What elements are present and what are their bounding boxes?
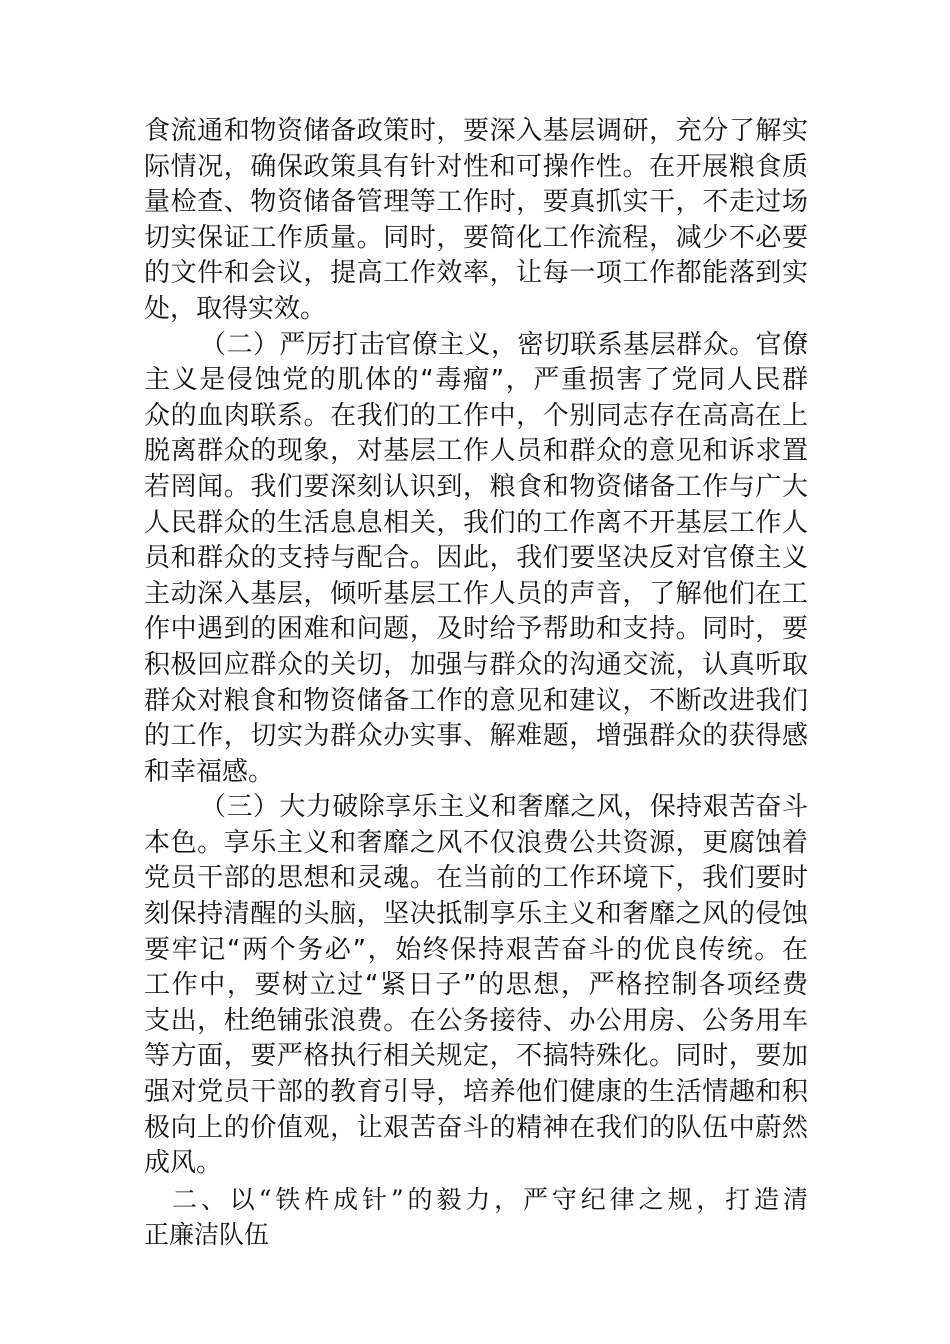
text-line: 支出，杜绝铺张浪费。在公务接待、办公用房、公务用车 [144,1005,808,1036]
text-line: 要牢记“两个务必”，始终保持艰苦奋斗的优良传统。在 [144,934,808,965]
text-line: （三）大力破除享乐主义和奢靡之风，保持艰苦奋斗 [200,792,808,823]
text-line: 刻保持清醒的头脑，坚决抵制享乐主义和奢靡之风的侵蚀 [144,899,808,930]
text-line: 成风。 [144,1148,223,1179]
heading-line: 正廉洁队伍 [144,1220,270,1250]
heading-line: 二、以“铁杵成针”的毅力，严守纪律之规，打造清 [172,1184,808,1214]
text-line: 的工作，切实为群众办实事、解难题，增强群众的获得感 [144,721,808,752]
text-line: 党员干部的思想和灵魂。在当前的工作环境下，我们要时 [144,863,808,894]
document-body [144,114,808,1253]
paragraph-1 [144,114,808,328]
text-line: 食流通和物资储备政策时，要深入基层调研，充分了解实 [144,116,808,146]
text-line: 若罔闻。我们要深刻认识到，粮食和物资储备工作与广大 [144,471,808,502]
text-line: （二）严厉打击官僚主义，密切联系基层群众。官僚 [200,329,808,360]
text-line: 群众对粮食和物资储备工作的意见和建议，不断改进我们 [144,685,808,716]
text-line: 人民群众的生活息息相关，我们的工作离不开基层工作人 [144,507,808,538]
text-line: 本色。享乐主义和奢靡之风不仅浪费公共资源，更腐蚀着 [144,827,808,858]
text-line: 的文件和会议，提高工作效率，让每一项工作都能落到实 [144,258,808,289]
text-line: 处，取得实效。 [144,293,327,324]
text-line: 和幸福感。 [144,756,275,787]
text-line: 脱离群众的现象，对基层工作人员和群众的意见和诉求置 [144,436,808,467]
text-line: 作中遇到的困难和问题，及时给予帮助和支持。同时，要 [144,614,808,645]
text-line: 积极回应群众的关切，加强与群众的沟通交流，认真听取 [144,649,808,680]
text-line: 众的血肉联系。在我们的工作中，个别同志存在高高在上 [144,400,808,431]
text-line: 量检查、物资储备管理等工作时，要真抓实干，不走过场 [144,187,808,218]
section-heading [144,1182,808,1253]
text-line: 等方面，要严格执行相关规定，不搞特殊化。同时，要加 [144,1041,808,1072]
paragraph-2 [144,328,808,791]
text-line: 际情况，确保政策具有针对性和可操作性。在开展粮食质 [144,151,808,182]
text-line: 强对党员干部的教育引导，培养他们健康的生活情趣和积 [144,1077,808,1108]
text-line: 员和群众的支持与配合。因此，我们要坚决反对官僚主义 [144,543,808,574]
text-line: 极向上的价值观，让艰苦奋斗的精神在我们的队伍中蔚然 [144,1112,808,1143]
text-line: 主动深入基层，倾听基层工作人员的声音，了解他们在工 [144,578,808,609]
text-line: 工作中，要树立过“紧日子”的思想，严格控制各项经费 [144,970,808,1001]
paragraph-3 [144,790,808,1182]
text-line: 主义是侵蚀党的肌体的“毒瘤”，严重损害了党同人民群 [144,365,808,396]
text-line: 切实保证工作质量。同时，要简化工作流程，减少不必要 [144,222,808,253]
